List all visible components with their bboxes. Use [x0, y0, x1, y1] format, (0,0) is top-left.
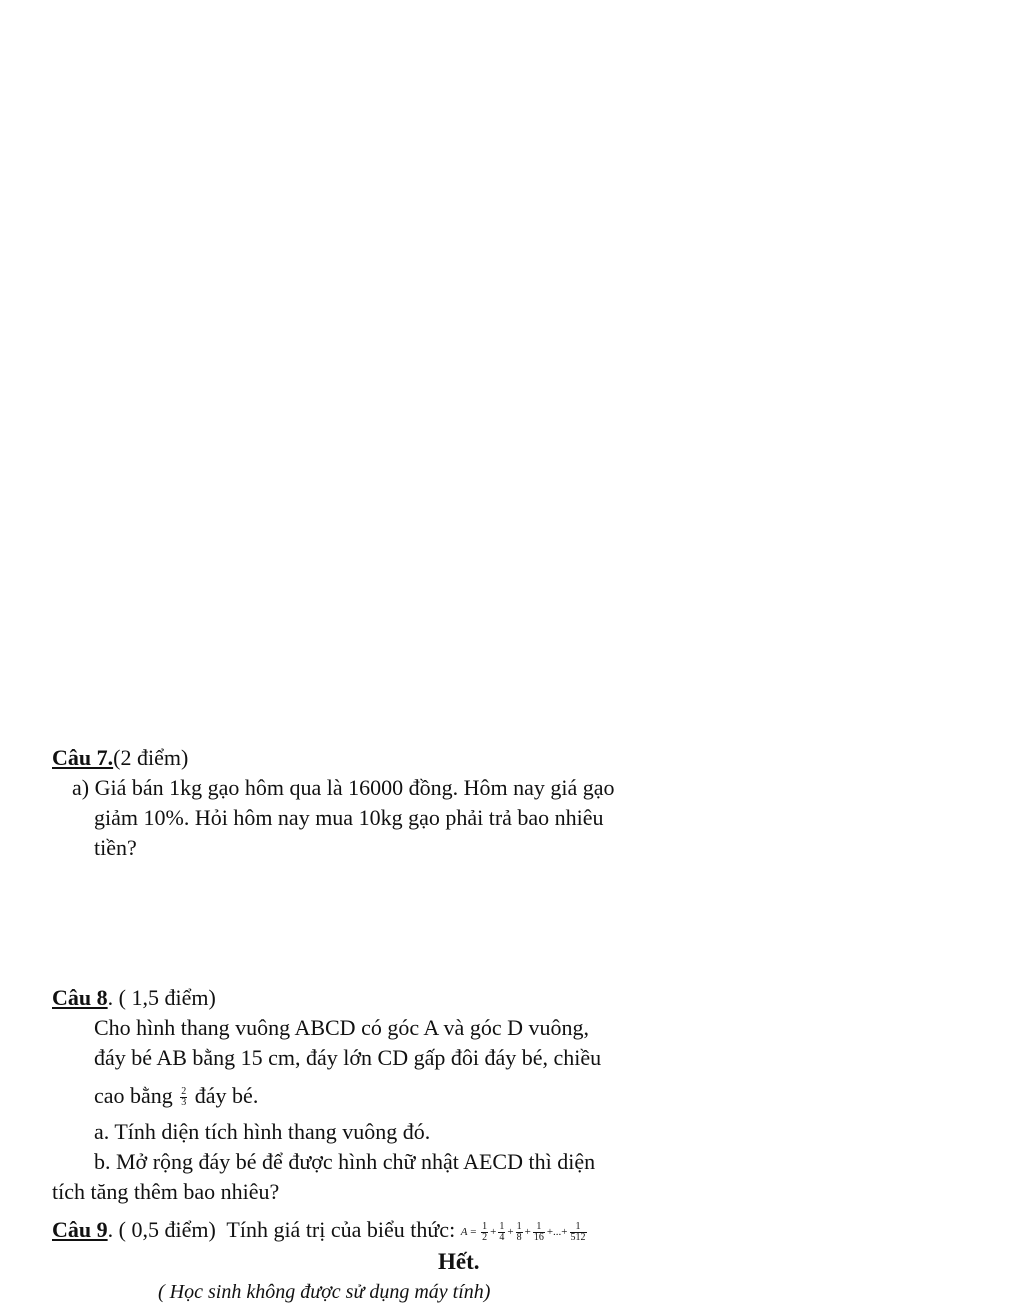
two-thirds-fraction: $\frac{2}{3}$	[181, 1086, 187, 1109]
question-8-label: Câu 8	[52, 985, 108, 1010]
question-7-points: (2 điểm)	[113, 745, 189, 770]
question-8-part-a: a. Tính diện tích hình thang vuông đó.	[94, 1119, 431, 1144]
question-9-line	[52, 1216, 589, 1246]
question-8-line-1: Cho hình thang vuông ABCD có góc A và góc D vuông,	[94, 1015, 589, 1040]
question-7a-line-1	[72, 774, 615, 802]
question-8-heading	[52, 984, 216, 1012]
question-9-text: Tính giá trị của biểu thức:	[226, 1217, 456, 1242]
formula-term-1: $\frac{1}{2}$	[482, 1220, 488, 1243]
question-8-line-3-pre: cao bằng	[94, 1083, 173, 1108]
question-7a-line-3: tiền?	[94, 835, 137, 860]
calculator-note: ( Học sinh không được sử dụng máy tính)	[158, 1281, 491, 1303]
question-8-part-b-line-1: b. Mở rộng đáy bé để được hình chữ nhật AECD thì diện	[94, 1149, 596, 1174]
formula-term-2: $\frac{1}{4}$	[499, 1220, 505, 1243]
question-8-part-b-line-2: tích tăng thêm bao nhiêu?	[52, 1179, 280, 1204]
end-marker: Hết.	[438, 1249, 480, 1274]
question-7a-line-2: giảm 10%. Hỏi hôm nay mua 10kg gạo phải trả bao nhiêu	[94, 805, 604, 830]
question-8-points: . ( 1,5 điểm)	[107, 985, 216, 1010]
question-7-label: Câu 7.	[52, 745, 114, 770]
question-9-label: Câu 9	[52, 1217, 108, 1242]
formula-term-4: $\frac{1}{16}$	[533, 1220, 544, 1243]
question-9-points: . ( 0,5 điểm)	[107, 1217, 216, 1242]
formula-ellipsis: ...	[553, 1225, 562, 1238]
question-8-line-3	[94, 1082, 258, 1110]
question-7a-marker: a)	[72, 775, 90, 800]
sum-formula: A = $\frac{1}{2}$ + $\frac{1}{4}$ + $\frac{1}{8}$ + $\frac{1}{16}$ +...+ $\frac{1}{512}$	[460, 1220, 586, 1243]
formula-term-last: $\frac{1}{512}$	[570, 1220, 586, 1243]
question-7-heading	[52, 744, 188, 772]
question-8-line-2: đáy bé AB bằng 15 cm, đáy lớn CD gấp đôi đáy bé, chiều	[94, 1045, 602, 1070]
formula-term-3: $\frac{1}{8}$	[516, 1220, 522, 1243]
question-7a-text-1: Giá bán 1kg gạo hôm qua là 16000 đồng. Hôm nay giá gạo	[94, 775, 615, 800]
question-8-line-3-post: đáy bé.	[194, 1083, 259, 1108]
